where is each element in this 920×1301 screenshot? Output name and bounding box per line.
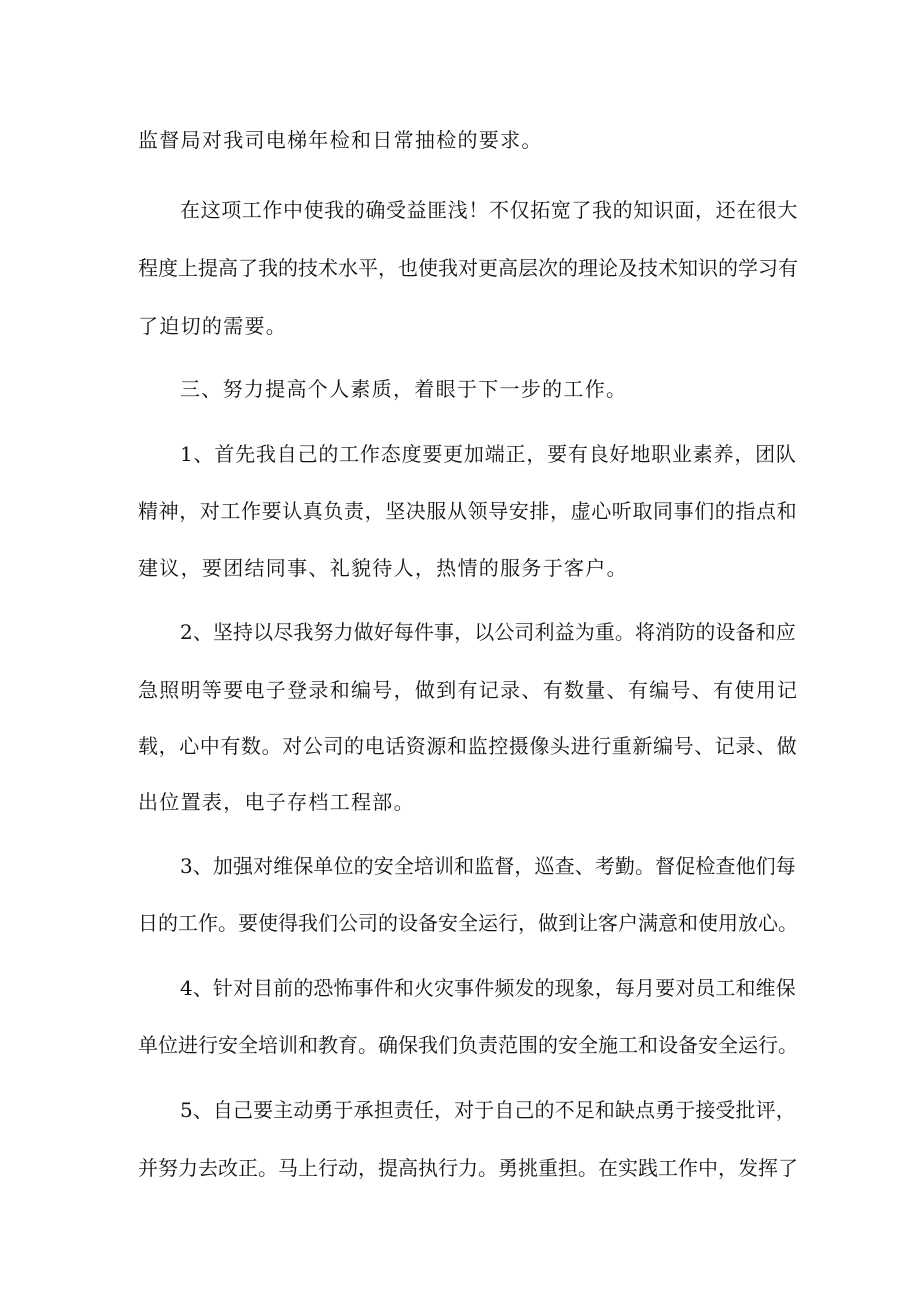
text-line: 急照明等要电子登录和编号，做到有记录、有数量、有编号、有使用记 xyxy=(138,678,799,702)
text-line: 5、自己要主动勇于承担责任，对于自己的不足和缺点勇于接受批评， xyxy=(180,1098,796,1122)
text-line: 载，心中有数。对公司的电话资源和监控摄像头进行重新编号、记录、做 xyxy=(138,734,798,758)
text-line: 1、首先我自己的工作态度要更加端正，要有良好地职业素养，团队 xyxy=(180,442,797,466)
text-line: 3、加强对维保单位的安全培训和监督，巡查、考勤。督促检查他们每 xyxy=(180,854,796,878)
text-line: 2、坚持以尽我努力做好每件事，以公司利益为重。将消防的设备和应 xyxy=(180,620,796,644)
section-heading: 三、努力提高个人素质，着眼于下一步的工作。 xyxy=(180,377,628,401)
text-line: 在这项工作中使我的确受益匪浅！不仅拓宽了我的知识面，还在很大 xyxy=(180,198,798,222)
text-line: 程度上提高了我的技术水平，也使我对更高层次的理论及技术知识的学习有 xyxy=(138,256,798,280)
text-line: 出位置表，电子存档工程部。 xyxy=(138,790,415,814)
text-line: 监督局对我司电梯年检和日常抽检的要求。 xyxy=(138,128,543,152)
text-line: 了迫切的需要。 xyxy=(138,314,288,338)
text-line: 日的工作。要使得我们公司的设备安全运行，做到让客户满意和使用放心。 xyxy=(138,911,798,935)
text-line: 单位进行安全培训和教育。确保我们负责范围的安全施工和设备安全运行。 xyxy=(138,1033,798,1057)
text-line: 精神，对工作要认真负责，坚决服从领导安排，虚心听取同事们的指点和 xyxy=(138,499,798,523)
text-line: 并努力去改正。马上行动，提高执行力。勇挑重担。在实践工作中，发挥了 xyxy=(138,1156,798,1180)
text-line: 4、针对目前的恐怖事件和火灾事件频发的现象，每月要对员工和维保 xyxy=(180,976,796,1000)
text-line: 建议，要团结同事、礼貌待人，热情的服务于客户。 xyxy=(138,556,628,580)
